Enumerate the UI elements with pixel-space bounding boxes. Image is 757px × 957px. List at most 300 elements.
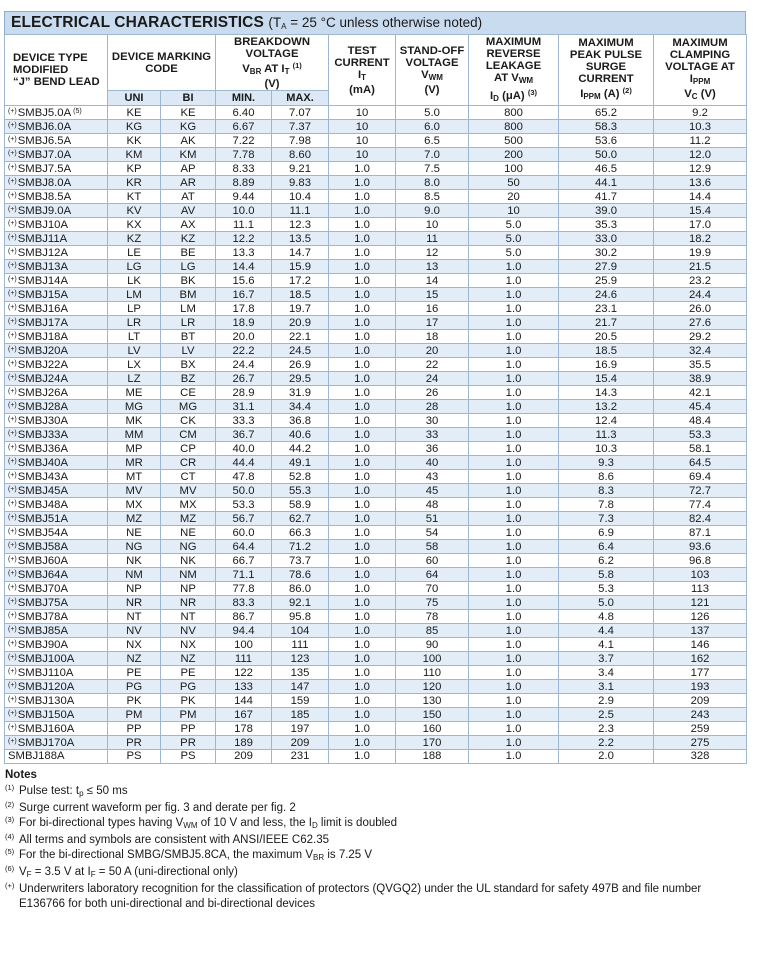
ul-recognition-mark: (+) xyxy=(8,654,17,661)
cell-standoff-voltage: 15 xyxy=(396,288,469,302)
cell-standoff-voltage: 54 xyxy=(396,526,469,540)
cell-surge-current: 7.3 xyxy=(559,512,654,526)
cell-standoff-voltage: 64 xyxy=(396,568,469,582)
cell-device-type xyxy=(5,246,108,260)
device-name: SMBJ75A xyxy=(17,597,68,609)
cell-reverse-leakage: 1.0 xyxy=(469,456,559,470)
cell-marking-bi: LR xyxy=(161,316,216,330)
cell-test-current: 1.0 xyxy=(329,372,396,386)
cell-device-type xyxy=(5,610,108,624)
device-name: SMBJ24A xyxy=(17,373,68,385)
device-name: SMBJ11A xyxy=(17,233,68,245)
cell-breakdown-min: 24.4 xyxy=(216,358,272,372)
cell-breakdown-max: 55.3 xyxy=(272,484,329,498)
cell-breakdown-min: 16.7 xyxy=(216,288,272,302)
header-breakdown-min: MIN. xyxy=(216,91,272,106)
cell-marking-uni: LX xyxy=(108,358,161,372)
device-name: SMBJ43A xyxy=(17,471,68,483)
cell-marking-bi: AV xyxy=(161,204,216,218)
ul-recognition-mark: (+) xyxy=(8,626,17,633)
ul-recognition-mark: (+) xyxy=(8,234,17,241)
cell-clamping-voltage: 177 xyxy=(654,666,747,680)
device-name: SMBJ45A xyxy=(17,485,68,497)
header-device-type: DEVICE TYPE MODIFIED “J” BEND LEAD xyxy=(5,35,108,106)
cell-marking-uni: NT xyxy=(108,610,161,624)
cell-breakdown-min: 28.9 xyxy=(216,386,272,400)
table-row xyxy=(5,680,747,694)
cell-test-current: 1.0 xyxy=(329,274,396,288)
cell-device-type xyxy=(5,750,108,764)
ul-recognition-mark: (+) xyxy=(8,682,17,689)
cell-marking-bi: MG xyxy=(161,400,216,414)
cell-surge-current: 10.3 xyxy=(559,442,654,456)
cell-marking-uni: MZ xyxy=(108,512,161,526)
device-name: SMBJ15A xyxy=(17,289,68,301)
cell-reverse-leakage: 5.0 xyxy=(469,218,559,232)
cell-marking-bi: AT xyxy=(161,190,216,204)
table-row xyxy=(5,512,747,526)
cell-surge-current: 33.0 xyxy=(559,232,654,246)
cell-device-type xyxy=(5,414,108,428)
cell-breakdown-max: 123 xyxy=(272,652,329,666)
cell-clamping-voltage: 96.8 xyxy=(654,554,747,568)
cell-reverse-leakage: 1.0 xyxy=(469,386,559,400)
cell-device-type xyxy=(5,498,108,512)
cell-breakdown-min: 178 xyxy=(216,722,272,736)
table-row xyxy=(5,428,747,442)
cell-device-type xyxy=(5,624,108,638)
cell-device-type xyxy=(5,190,108,204)
cell-test-current: 1.0 xyxy=(329,540,396,554)
cell-reverse-leakage: 1.0 xyxy=(469,512,559,526)
cell-marking-bi: PP xyxy=(161,722,216,736)
cell-breakdown-min: 133 xyxy=(216,680,272,694)
cell-marking-bi: CE xyxy=(161,386,216,400)
cell-clamping-voltage: 9.2 xyxy=(654,106,747,120)
cell-marking-uni: NR xyxy=(108,596,161,610)
cell-surge-current: 4.4 xyxy=(559,624,654,638)
cell-standoff-voltage: 8.0 xyxy=(396,176,469,190)
cell-standoff-voltage: 150 xyxy=(396,708,469,722)
cell-marking-uni: MG xyxy=(108,400,161,414)
cell-breakdown-min: 14.4 xyxy=(216,260,272,274)
cell-surge-current: 23.1 xyxy=(559,302,654,316)
table-row xyxy=(5,610,747,624)
cell-standoff-voltage: 51 xyxy=(396,512,469,526)
device-name: SMBJ150A xyxy=(17,709,75,721)
device-name: SMBJ28A xyxy=(17,401,68,413)
cell-device-type xyxy=(5,568,108,582)
cell-standoff-voltage: 78 xyxy=(396,610,469,624)
device-name: SMBJ51A xyxy=(17,513,68,525)
cell-breakdown-max: 26.9 xyxy=(272,358,329,372)
cell-device-type xyxy=(5,470,108,484)
cell-marking-bi: LG xyxy=(161,260,216,274)
device-name: SMBJ160A xyxy=(17,723,75,735)
cell-breakdown-min: 20.0 xyxy=(216,330,272,344)
cell-reverse-leakage: 1.0 xyxy=(469,428,559,442)
cell-marking-uni: MX xyxy=(108,498,161,512)
cell-breakdown-max: 18.5 xyxy=(272,288,329,302)
cell-breakdown-min: 11.1 xyxy=(216,218,272,232)
table-row xyxy=(5,288,747,302)
cell-breakdown-min: 6.40 xyxy=(216,106,272,120)
device-name: SMBJ188A xyxy=(8,750,65,763)
note-text: Pulse test: $t_p \le 50$ ms xyxy=(19,785,128,798)
cell-standoff-voltage: 120 xyxy=(396,680,469,694)
cell-test-current: 1.0 xyxy=(329,176,396,190)
cell-breakdown-max: 7.37 xyxy=(272,120,329,134)
cell-test-current: 1.0 xyxy=(329,484,396,498)
cell-marking-uni: PG xyxy=(108,680,161,694)
section-title: ELECTRICAL CHARACTERISTICS xyxy=(11,14,264,31)
device-footnote-mark: (5) xyxy=(73,108,82,115)
cell-breakdown-min: 44.4 xyxy=(216,456,272,470)
cell-reverse-leakage: 1.0 xyxy=(469,652,559,666)
cell-breakdown-max: 209 xyxy=(272,736,329,750)
cell-surge-current: 20.5 xyxy=(559,330,654,344)
table-row xyxy=(5,708,747,722)
cell-breakdown-max: 49.1 xyxy=(272,456,329,470)
ul-recognition-mark: (+) xyxy=(8,290,17,297)
ul-recognition-mark: (+) xyxy=(8,206,17,213)
cell-marking-bi: LM xyxy=(161,302,216,316)
notes-section xyxy=(4,768,746,912)
header-marking-bi: BI xyxy=(161,91,216,106)
cell-test-current: 1.0 xyxy=(329,512,396,526)
cell-reverse-leakage: 1.0 xyxy=(469,260,559,274)
header-peak-pulse-surge-current: MAXIMUM PEAK PULSE SURGE CURRENT $I_{PPM}$ (A) $^{(2)}$ xyxy=(559,35,654,106)
cell-reverse-leakage: 1.0 xyxy=(469,610,559,624)
cell-breakdown-min: 18.9 xyxy=(216,316,272,330)
cell-surge-current: 65.2 xyxy=(559,106,654,120)
cell-breakdown-min: 53.3 xyxy=(216,498,272,512)
cell-marking-bi: NK xyxy=(161,554,216,568)
cell-test-current: 1.0 xyxy=(329,582,396,596)
cell-test-current: 1.0 xyxy=(329,750,396,764)
cell-breakdown-min: 86.7 xyxy=(216,610,272,624)
device-name: SMBJ70A xyxy=(17,583,68,595)
table-row xyxy=(5,638,747,652)
cell-standoff-voltage: 22 xyxy=(396,358,469,372)
cell-test-current: 1.0 xyxy=(329,624,396,638)
table-row xyxy=(5,540,747,554)
cell-breakdown-min: 189 xyxy=(216,736,272,750)
cell-breakdown-min: 56.7 xyxy=(216,512,272,526)
cell-breakdown-min: 122 xyxy=(216,666,272,680)
cell-breakdown-min: 60.0 xyxy=(216,526,272,540)
cell-breakdown-max: 15.9 xyxy=(272,260,329,274)
note-marker: (1) xyxy=(5,783,15,792)
ul-recognition-mark: (+) xyxy=(8,640,17,647)
cell-clamping-voltage: 259 xyxy=(654,722,747,736)
ul-recognition-mark: (+) xyxy=(8,710,17,717)
cell-device-type xyxy=(5,288,108,302)
cell-test-current: 1.0 xyxy=(329,162,396,176)
header-breakdown-max: MAX. xyxy=(272,91,329,106)
cell-breakdown-min: 36.7 xyxy=(216,428,272,442)
cell-device-type xyxy=(5,386,108,400)
cell-breakdown-max: 135 xyxy=(272,666,329,680)
header-test-current: TEST CURRENT $I_T$ (mA) xyxy=(329,35,396,106)
cell-device-type xyxy=(5,694,108,708)
cell-marking-bi: AP xyxy=(161,162,216,176)
cell-marking-bi: BK xyxy=(161,274,216,288)
cell-surge-current: 6.2 xyxy=(559,554,654,568)
table-row xyxy=(5,652,747,666)
notes-list xyxy=(5,784,746,911)
table-row xyxy=(5,498,747,512)
ul-recognition-mark: (+) xyxy=(8,570,17,577)
cell-clamping-voltage: 64.5 xyxy=(654,456,747,470)
cell-clamping-voltage: 328 xyxy=(654,750,747,764)
cell-test-current: 1.0 xyxy=(329,442,396,456)
cell-test-current: 1.0 xyxy=(329,610,396,624)
cell-breakdown-min: 111 xyxy=(216,652,272,666)
cell-test-current: 1.0 xyxy=(329,344,396,358)
cell-test-current: 10 xyxy=(329,120,396,134)
device-name: SMBJ9.0A xyxy=(17,205,72,217)
cell-test-current: 10 xyxy=(329,148,396,162)
cell-marking-uni: PP xyxy=(108,722,161,736)
cell-test-current: 1.0 xyxy=(329,568,396,582)
table-row xyxy=(5,330,747,344)
cell-marking-bi: NE xyxy=(161,526,216,540)
cell-standoff-voltage: 110 xyxy=(396,666,469,680)
cell-surge-current: 8.3 xyxy=(559,484,654,498)
cell-test-current: 1.0 xyxy=(329,386,396,400)
device-name: SMBJ120A xyxy=(17,681,75,693)
device-name: SMBJ54A xyxy=(17,527,68,539)
table-row xyxy=(5,218,747,232)
cell-surge-current: 16.9 xyxy=(559,358,654,372)
cell-standoff-voltage: 60 xyxy=(396,554,469,568)
cell-standoff-voltage: 100 xyxy=(396,652,469,666)
note-text: All terms and symbols are consistent with ANSI/IEEE C62.35 xyxy=(19,834,329,847)
cell-clamping-voltage: 32.4 xyxy=(654,344,747,358)
cell-marking-uni: PE xyxy=(108,666,161,680)
table-row xyxy=(5,554,747,568)
device-name: SMBJ170A xyxy=(17,737,75,749)
cell-surge-current: 4.8 xyxy=(559,610,654,624)
cell-breakdown-max: 12.3 xyxy=(272,218,329,232)
cell-marking-uni: PR xyxy=(108,736,161,750)
cell-breakdown-max: 147 xyxy=(272,680,329,694)
ul-recognition-mark: (+) xyxy=(8,612,17,619)
cell-test-current: 1.0 xyxy=(329,708,396,722)
cell-marking-uni: LM xyxy=(108,288,161,302)
cell-breakdown-max: 22.1 xyxy=(272,330,329,344)
cell-marking-uni: KM xyxy=(108,148,161,162)
cell-surge-current: 12.4 xyxy=(559,414,654,428)
cell-surge-current: 4.1 xyxy=(559,638,654,652)
cell-device-type xyxy=(5,428,108,442)
note-text: For bi-directional types having $V_{WM}$ of 10 V and less, the $I_D$ limit is doubled xyxy=(19,816,397,830)
cell-test-current: 1.0 xyxy=(329,680,396,694)
cell-standoff-voltage: 90 xyxy=(396,638,469,652)
cell-surge-current: 7.8 xyxy=(559,498,654,512)
cell-device-type xyxy=(5,526,108,540)
cell-marking-bi: AR xyxy=(161,176,216,190)
cell-breakdown-max: 111 xyxy=(272,638,329,652)
cell-device-type xyxy=(5,680,108,694)
cell-reverse-leakage: 1.0 xyxy=(469,722,559,736)
cell-marking-bi: AK xyxy=(161,134,216,148)
cell-marking-uni: LZ xyxy=(108,372,161,386)
ul-recognition-mark: (+) xyxy=(8,346,17,353)
cell-marking-uni: MK xyxy=(108,414,161,428)
cell-surge-current: 6.4 xyxy=(559,540,654,554)
device-name: SMBJ8.0A xyxy=(17,177,72,189)
cell-breakdown-min: 8.33 xyxy=(216,162,272,176)
ul-recognition-mark: (+) xyxy=(8,486,17,493)
cell-device-type xyxy=(5,484,108,498)
cell-reverse-leakage: 10 xyxy=(469,204,559,218)
cell-device-type xyxy=(5,722,108,736)
ul-recognition-mark: (+) xyxy=(8,738,17,745)
cell-test-current: 1.0 xyxy=(329,736,396,750)
cell-marking-bi: KG xyxy=(161,120,216,134)
device-name: SMBJ58A xyxy=(17,541,68,553)
cell-reverse-leakage: 1.0 xyxy=(469,302,559,316)
cell-marking-bi: BE xyxy=(161,246,216,260)
ul-recognition-mark: (+) xyxy=(8,220,17,227)
note-item xyxy=(5,816,746,833)
cell-marking-bi: BM xyxy=(161,288,216,302)
cell-surge-current: 58.3 xyxy=(559,120,654,134)
cell-device-type xyxy=(5,442,108,456)
cell-marking-uni: KT xyxy=(108,190,161,204)
cell-breakdown-max: 7.98 xyxy=(272,134,329,148)
note-marker: (5) xyxy=(5,846,15,856)
cell-test-current: 1.0 xyxy=(329,456,396,470)
cell-breakdown-max: 52.8 xyxy=(272,470,329,484)
device-name: SMBJ60A xyxy=(17,555,68,567)
cell-breakdown-max: 185 xyxy=(272,708,329,722)
cell-reverse-leakage: 1.0 xyxy=(469,708,559,722)
cell-surge-current: 11.3 xyxy=(559,428,654,442)
cell-reverse-leakage: 1.0 xyxy=(469,638,559,652)
cell-clamping-voltage: 38.9 xyxy=(654,372,747,386)
cell-standoff-voltage: 130 xyxy=(396,694,469,708)
cell-clamping-voltage: 13.6 xyxy=(654,176,747,190)
cell-marking-bi: PG xyxy=(161,680,216,694)
ul-recognition-mark: (+) xyxy=(8,402,17,409)
cell-device-type xyxy=(5,274,108,288)
cell-test-current: 1.0 xyxy=(329,232,396,246)
cell-reverse-leakage: 1.0 xyxy=(469,694,559,708)
cell-reverse-leakage: 1.0 xyxy=(469,540,559,554)
table-row xyxy=(5,302,747,316)
table-row xyxy=(5,596,747,610)
cell-breakdown-min: 31.1 xyxy=(216,400,272,414)
ul-recognition-mark: (+) xyxy=(8,360,17,367)
cell-clamping-voltage: 23.2 xyxy=(654,274,747,288)
cell-clamping-voltage: 48.4 xyxy=(654,414,747,428)
cell-marking-uni: PM xyxy=(108,708,161,722)
cell-surge-current: 2.0 xyxy=(559,750,654,764)
cell-breakdown-min: 7.78 xyxy=(216,148,272,162)
cell-breakdown-max: 20.9 xyxy=(272,316,329,330)
cell-reverse-leakage: 1.0 xyxy=(469,596,559,610)
cell-device-type xyxy=(5,582,108,596)
cell-breakdown-min: 6.67 xyxy=(216,120,272,134)
ul-recognition-mark: (+) xyxy=(8,444,17,451)
ul-recognition-mark: (+) xyxy=(8,514,17,521)
ul-recognition-mark: (+) xyxy=(8,598,17,605)
cell-breakdown-max: 14.7 xyxy=(272,246,329,260)
cell-marking-uni: LK xyxy=(108,274,161,288)
cell-surge-current: 2.9 xyxy=(559,694,654,708)
cell-test-current: 10 xyxy=(329,134,396,148)
cell-breakdown-max: 95.8 xyxy=(272,610,329,624)
cell-clamping-voltage: 17.0 xyxy=(654,218,747,232)
cell-breakdown-min: 83.3 xyxy=(216,596,272,610)
cell-surge-current: 39.0 xyxy=(559,204,654,218)
header-clamping-voltage: MAXIMUM CLAMPING VOLTAGE AT $I_{PPM}$ $V_C$ (V) xyxy=(654,35,747,106)
cell-breakdown-max: 66.3 xyxy=(272,526,329,540)
cell-breakdown-min: 15.6 xyxy=(216,274,272,288)
cell-standoff-voltage: 7.0 xyxy=(396,148,469,162)
cell-surge-current: 5.3 xyxy=(559,582,654,596)
cell-breakdown-min: 209 xyxy=(216,750,272,764)
device-name: SMBJ48A xyxy=(17,499,68,511)
table-row xyxy=(5,722,747,736)
cell-marking-uni: MR xyxy=(108,456,161,470)
cell-breakdown-max: 92.1 xyxy=(272,596,329,610)
cell-clamping-voltage: 243 xyxy=(654,708,747,722)
cell-standoff-voltage: 5.0 xyxy=(396,106,469,120)
cell-reverse-leakage: 1.0 xyxy=(469,624,559,638)
cell-marking-uni: KZ xyxy=(108,232,161,246)
device-name: SMBJ13A xyxy=(17,261,68,273)
cell-marking-bi: MV xyxy=(161,484,216,498)
cell-reverse-leakage: 1.0 xyxy=(469,498,559,512)
cell-breakdown-min: 94.4 xyxy=(216,624,272,638)
cell-breakdown-max: 8.60 xyxy=(272,148,329,162)
cell-breakdown-min: 66.7 xyxy=(216,554,272,568)
ul-recognition-mark: (+) xyxy=(8,262,17,269)
cell-reverse-leakage: 800 xyxy=(469,120,559,134)
cell-marking-uni: MT xyxy=(108,470,161,484)
ul-recognition-mark: (+) xyxy=(8,542,17,549)
header-device-marking: DEVICE MARKING CODE xyxy=(108,35,216,91)
cell-breakdown-min: 7.22 xyxy=(216,134,272,148)
cell-clamping-voltage: 275 xyxy=(654,736,747,750)
header-reverse-leakage: MAXIMUM REVERSE LEAKAGE AT $V_{WM}$ $I_D$ (μA) $^{(3)}$ xyxy=(469,35,559,106)
device-name: SMBJ14A xyxy=(17,275,68,287)
device-name: SMBJ30A xyxy=(17,415,68,427)
cell-marking-bi: NG xyxy=(161,540,216,554)
cell-device-type xyxy=(5,302,108,316)
cell-device-type xyxy=(5,512,108,526)
cell-device-type xyxy=(5,372,108,386)
device-name: SMBJ16A xyxy=(17,303,68,315)
ul-recognition-mark: (+) xyxy=(8,248,17,255)
ul-recognition-mark: (+) xyxy=(8,724,17,731)
cell-test-current: 1.0 xyxy=(329,358,396,372)
cell-reverse-leakage: 100 xyxy=(469,162,559,176)
cell-clamping-voltage: 103 xyxy=(654,568,747,582)
table-row xyxy=(5,358,747,372)
note-marker: (3) xyxy=(5,814,15,824)
cell-reverse-leakage: 1.0 xyxy=(469,484,559,498)
cell-marking-uni: MP xyxy=(108,442,161,456)
cell-clamping-voltage: 26.0 xyxy=(654,302,747,316)
cell-standoff-voltage: 28 xyxy=(396,400,469,414)
cell-reverse-leakage: 1.0 xyxy=(469,680,559,694)
cell-standoff-voltage: 75 xyxy=(396,596,469,610)
